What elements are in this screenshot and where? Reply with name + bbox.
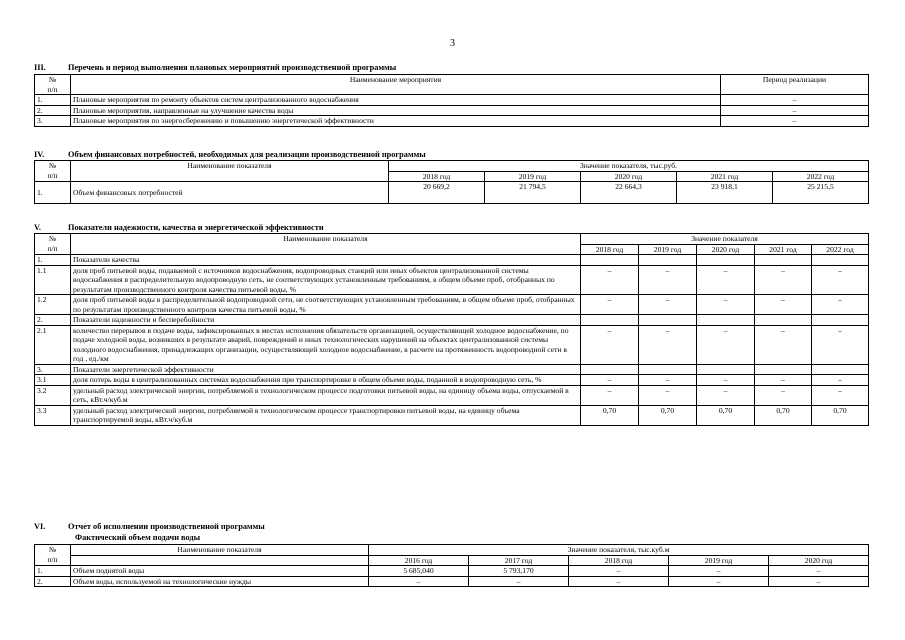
row-period: – — [721, 95, 869, 106]
header-name: Наименование показателя — [71, 234, 581, 255]
row-number: 2.1 — [35, 325, 71, 364]
row-value: – — [669, 576, 769, 587]
group-row — [35, 255, 869, 266]
row-value: – — [697, 375, 755, 386]
header-name: Наименование мероприятия — [71, 75, 721, 95]
table-header-row — [35, 234, 869, 245]
row-value: – — [755, 325, 812, 364]
group-name: Показатели надежности и бесперебойности — [71, 315, 581, 326]
section-4-number: IV. — [34, 150, 45, 159]
table-header-row — [35, 161, 869, 172]
header-number: № п/п — [35, 75, 71, 95]
row-value: – — [812, 325, 869, 364]
year-header: 2016 год — [369, 555, 469, 566]
group-name: Показатели энергетической эффективности — [71, 364, 581, 375]
row-value: – — [812, 385, 869, 405]
header-value: Значение показателя, тыс.руб. — [389, 161, 869, 172]
row-value: – — [581, 385, 639, 405]
row-name: количество перерывов в подаче воды, зафиксированных в местах исполнения обязательств организацией, осуществляющей холодное водоснабжение, по подаче холодной воды, возникших в результате аварий, повреждений и иных технологических нарушений на объектах централизованной системы холодного водоснабжения, принадлежащих организации, осуществляющей холодное водоснабжение, в расчете на протяженность водопроводной сети в год , ед./км — [71, 325, 581, 364]
row-value: – — [812, 375, 869, 386]
table-row — [35, 265, 869, 295]
year-header: 2022 год — [773, 171, 869, 182]
row-value: – — [581, 325, 639, 364]
year-header: 2022 год — [812, 244, 869, 255]
row-value: – — [697, 265, 755, 295]
row-name: Объем поднятой воды — [71, 566, 369, 577]
row-value: 20 669,2 — [389, 182, 485, 204]
table-row — [35, 566, 869, 577]
row-value: 22 664,3 — [581, 182, 677, 204]
year-header: 2020 год — [697, 244, 755, 255]
row-value: – — [755, 385, 812, 405]
row-number: 1. — [35, 95, 71, 106]
table-row — [35, 325, 869, 364]
year-header: 2018 год — [389, 171, 485, 182]
group-row — [35, 364, 869, 375]
water-supply-report-table — [34, 544, 869, 587]
row-name: Плановые мероприятия по энергосбережению и повышению энергетической эффективности — [71, 116, 721, 127]
row-period: – — [721, 105, 869, 116]
year-header: 2017 год — [469, 555, 569, 566]
header-period: Период реализации — [721, 75, 869, 95]
section-5-title: Показатели надежности, качества и энергетической эффективности — [68, 223, 324, 232]
row-name: доля потерь воды в централизованных системах водоснабжения при транспортировке в общем объеме воды, поданной в водопроводную сеть, % — [71, 375, 581, 386]
financial-needs-table — [34, 160, 869, 204]
group-row — [35, 315, 869, 326]
row-value: – — [639, 385, 697, 405]
row-name: Плановые мероприятия, направленные на улучшение качества воды — [71, 105, 721, 116]
row-number: 2. — [35, 105, 71, 116]
section-3-heading — [34, 63, 396, 72]
section-5-number: V. — [34, 223, 41, 232]
table-header-row — [35, 545, 869, 556]
row-number: 3. — [35, 116, 71, 127]
table-row — [35, 182, 869, 204]
section-3-title: Перечень и период выполнения плановых мероприятий производственной программы — [68, 63, 397, 72]
table-header-row — [35, 75, 869, 95]
row-value: – — [581, 295, 639, 315]
row-name: Объем воды, используемой на технологические нужды — [71, 576, 369, 587]
row-value: – — [581, 265, 639, 295]
section-6-heading — [34, 522, 265, 531]
table-row — [35, 105, 869, 116]
row-period: – — [721, 116, 869, 127]
row-value: – — [697, 385, 755, 405]
row-value: 0,70 — [581, 405, 639, 425]
row-name: удельный расход электрической энергии, потребляемой в технологическом процессе транспортировки питьевой воды, на единицу объема транспортируемой воды, кВт.ч/куб.м — [71, 405, 581, 425]
row-value: – — [639, 375, 697, 386]
table-row — [35, 576, 869, 587]
row-number: 3.2 — [35, 385, 71, 405]
group-name: Показатели качества — [71, 255, 581, 266]
section-4-title: Объем финансовых потребностей, необходимых для реализации производственной программы — [68, 150, 426, 159]
year-header: 2019 год — [669, 555, 769, 566]
table-row — [35, 95, 869, 106]
year-header: 2020 год — [581, 171, 677, 182]
year-header: 2018 год — [581, 244, 639, 255]
row-name: Плановые мероприятия по ремонту объектов систем централизованного водоснабжения — [71, 95, 721, 106]
row-number: 1.2 — [35, 295, 71, 315]
table-row — [35, 385, 869, 405]
page-number: 3 — [450, 38, 455, 49]
row-value: – — [639, 325, 697, 364]
table-years-row — [35, 555, 869, 566]
year-header: 2019 год — [639, 244, 697, 255]
year-header: 2020 год — [769, 555, 869, 566]
header-name: Наименование показателя — [71, 545, 369, 556]
row-value: – — [755, 265, 812, 295]
row-value: – — [469, 576, 569, 587]
row-number: 3.1 — [35, 375, 71, 386]
header-value: Значение показателя — [581, 234, 869, 245]
row-value: – — [639, 295, 697, 315]
section-6-title: Отчет об исполнении производственной программы — [68, 522, 265, 531]
row-value: 0,70 — [812, 405, 869, 425]
section-5-heading — [34, 223, 324, 232]
row-value: – — [581, 375, 639, 386]
table-row — [35, 375, 869, 386]
row-value: – — [812, 295, 869, 315]
table-row — [35, 295, 869, 315]
row-value: 5 793,170 — [469, 566, 569, 577]
section-3-number: III. — [34, 63, 46, 72]
row-value: – — [669, 566, 769, 577]
planned-measures-table — [34, 74, 869, 127]
row-number: 2. — [35, 576, 71, 587]
row-value: 0,70 — [639, 405, 697, 425]
row-value: – — [812, 265, 869, 295]
row-number: 1. — [35, 182, 71, 204]
row-number: 1. — [35, 566, 71, 577]
header-number: № п/п — [35, 161, 71, 182]
year-header: 2018 год — [569, 555, 669, 566]
row-value: – — [769, 576, 869, 587]
row-name: Объем финансовых потребностей — [71, 182, 389, 204]
header-number: № п/п — [35, 234, 71, 255]
row-value: 0,70 — [755, 405, 812, 425]
row-name: удельный расход электрической энергии, потребляемой в технологическом процессе подготовки питьевой воды, на единицу объема воды, отпускаемой в сеть, кВт.ч/куб.м — [71, 385, 581, 405]
header-value: Значение показателя, тыс.куб.м — [369, 545, 869, 556]
row-name: доля проб питьевой воды, подаваемой с источников водоснабжения, водопроводных станций или иных объектов централизованной системы водоснабжения в распределительную водопроводную сеть, не соответствующих установленным требованиям, в общем объеме проб, отобранных по результатам производственного контроля качества питьевой воды, % — [71, 265, 581, 295]
table-row — [35, 405, 869, 425]
table-row — [35, 116, 869, 127]
row-value: – — [755, 375, 812, 386]
row-value: 0,70 — [697, 405, 755, 425]
section-4-heading — [34, 150, 426, 159]
row-value: – — [569, 566, 669, 577]
row-value: – — [697, 295, 755, 315]
year-header: 2019 год — [485, 171, 581, 182]
section-6-subtitle: Фактический объем подачи воды — [75, 533, 201, 542]
row-number: 1.1 — [35, 265, 71, 295]
group-number: 1. — [35, 255, 71, 266]
year-header: 2021 год — [755, 244, 812, 255]
row-value: 25 215,5 — [773, 182, 869, 204]
group-number: 2. — [35, 315, 71, 326]
row-value: 5 685,040 — [369, 566, 469, 577]
header-number: № п/п — [35, 545, 71, 566]
row-value: – — [769, 566, 869, 577]
row-value: – — [697, 325, 755, 364]
row-name: доля проб питьевой воды в распределительной водопроводной сети, не соответствующих установленным требованиям, в общем объеме проб, отобранных по результатам производственного контроля качества питьевой воды, % — [71, 295, 581, 315]
row-value: – — [755, 295, 812, 315]
section-6-number: VI. — [34, 522, 46, 531]
indicators-table — [34, 233, 869, 426]
row-number: 3.3 — [35, 405, 71, 425]
year-header: 2021 год — [677, 171, 773, 182]
row-value: – — [569, 576, 669, 587]
row-value: 21 794,5 — [485, 182, 581, 204]
row-value: – — [369, 576, 469, 587]
group-number: 3. — [35, 364, 71, 375]
row-value: – — [639, 265, 697, 295]
row-value: 23 918,1 — [677, 182, 773, 204]
header-name: Наименование показателя — [71, 161, 389, 182]
